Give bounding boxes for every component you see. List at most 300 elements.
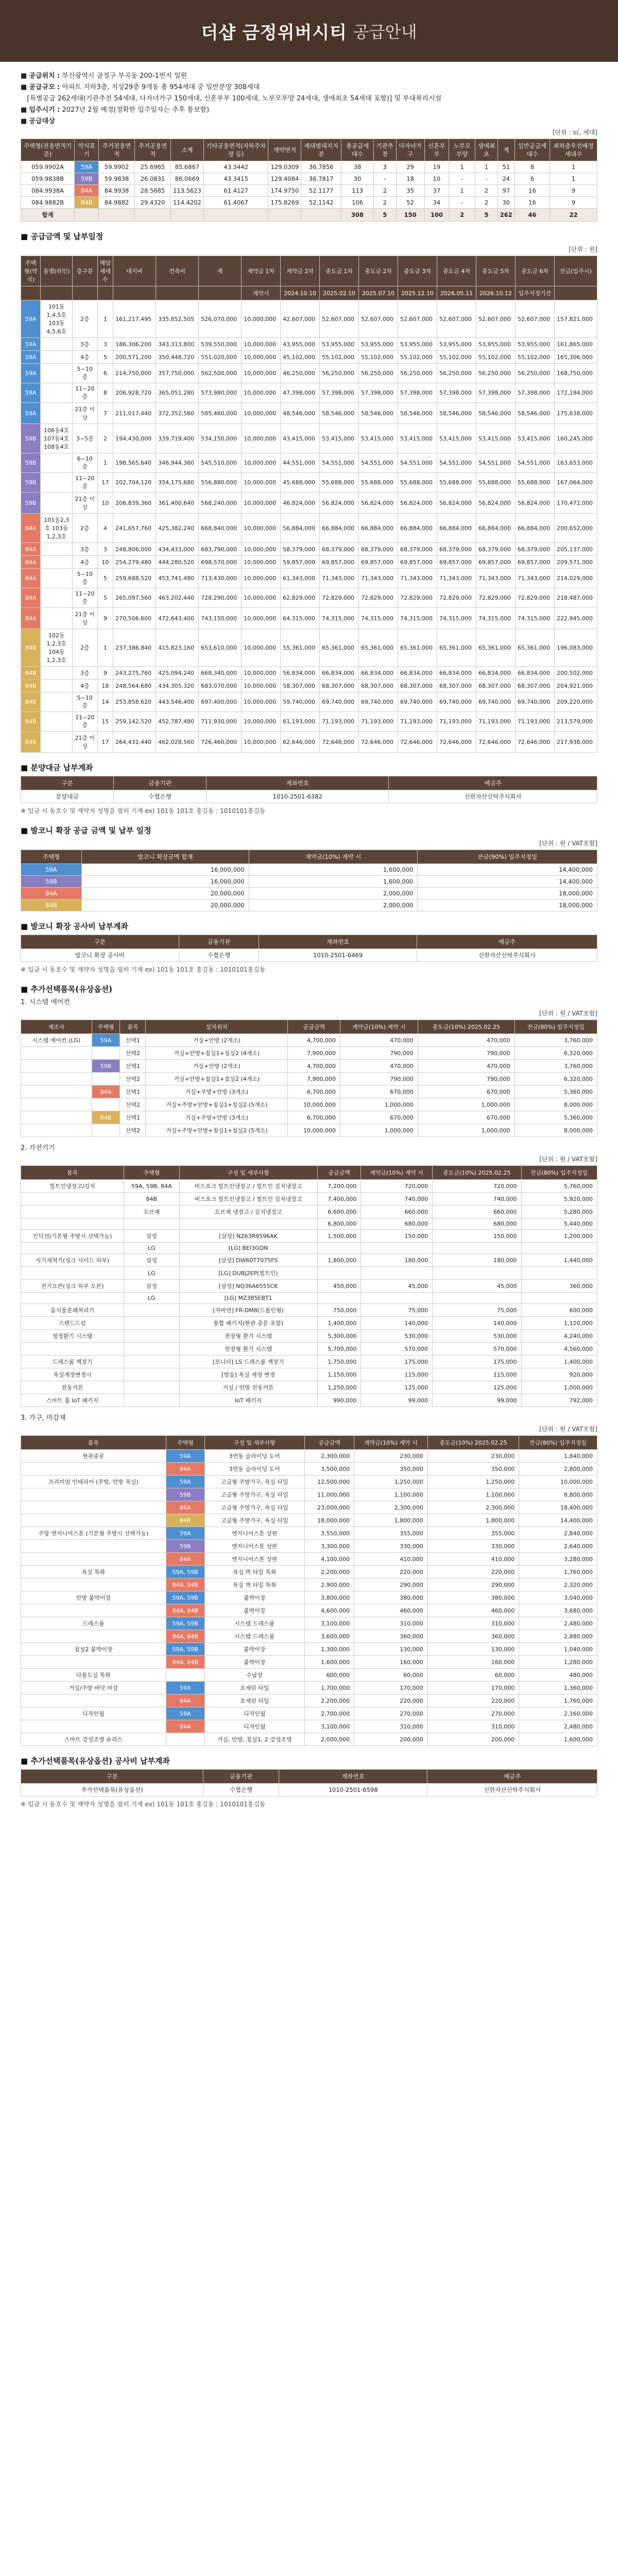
ac-cell: 1,000,000 [340, 1098, 418, 1111]
furniture-cell: 2,300,000 [427, 1501, 519, 1514]
supply-cell: 2 [374, 185, 397, 197]
price-cell: 163,653,000 [554, 453, 597, 473]
price-cell [41, 608, 73, 629]
price-cell: 46,250,000 [281, 364, 320, 383]
price-cell: 56,884,000 [281, 514, 320, 543]
price-cell: 45,688,000 [281, 473, 320, 493]
price-cell: 10,000,000 [242, 383, 281, 403]
price-cell: 53,415,000 [398, 424, 437, 453]
price-cell: 84B [21, 667, 41, 680]
ac-row [21, 1111, 597, 1124]
balcony-cell: 84A [21, 888, 82, 900]
price-cell: 55,688,000 [516, 473, 555, 493]
furniture-cell: 3연동 슬라이딩 도어 [204, 1463, 304, 1476]
price-header-cell: 주택형(약식) [21, 256, 41, 286]
appliance-cell: 1,400,000 [521, 1355, 597, 1368]
ac-cell: 거실+주방+안방+침실1+침실2 (5개소) [146, 1098, 288, 1111]
appliance-cell: 5,280,000 [521, 1206, 597, 1218]
price-cell: 346,944,360 [156, 453, 199, 473]
price-cell: 56,250,000 [359, 364, 398, 383]
ac-cell: 1,000,000 [418, 1098, 514, 1111]
price-cell: 55,361,000 [281, 629, 320, 667]
furniture-cell: 드레스룸 [21, 1617, 166, 1630]
price-cell: 52,607,000 [320, 300, 359, 338]
price-header-cell: 중도금 5차 [476, 256, 516, 286]
appliance-cell: 750,000 [317, 1304, 361, 1317]
appliance-cell: 45,000 [432, 1280, 521, 1293]
price-cell: 55,688,000 [359, 473, 398, 493]
supply-cell: 6 [514, 173, 550, 185]
price-table [21, 256, 597, 753]
furniture-cell: 460,000 [354, 1604, 428, 1617]
price-cell: 186,306,200 [113, 338, 156, 351]
appliance-row [21, 1267, 597, 1280]
appliance-cell: 1,120,000 [521, 1317, 597, 1330]
furniture-row [21, 1540, 597, 1553]
supply-cell: 30 [497, 197, 514, 209]
appliance-cell [432, 1293, 521, 1304]
furniture-row [21, 1553, 597, 1566]
price-cell: 56,824,000 [437, 493, 476, 514]
price-cell: 556,880,000 [199, 473, 242, 493]
ac-cell: 470,000 [340, 1034, 418, 1047]
furniture-row [21, 1514, 597, 1527]
supply-header-cell: 생애최초 [475, 139, 498, 161]
appliance-cell: 1,200,000 [521, 1230, 597, 1243]
supply-cell: 59B [75, 173, 99, 185]
supply-row [21, 197, 597, 209]
appliance-cell [361, 1243, 433, 1254]
furniture-row [21, 1669, 597, 1682]
ac-cell: 선택2 [120, 1124, 146, 1137]
ac-cell [92, 1124, 120, 1137]
price-cell [41, 338, 73, 351]
balcony-cell: 2,000,000 [249, 888, 418, 900]
balcony-header-cell: 주택형 [21, 850, 82, 864]
price-cell: 59A [21, 403, 41, 424]
price-cell: 10,000,000 [242, 473, 281, 493]
furniture-cell: 2,840,000 [519, 1527, 597, 1540]
price-cell: 65,361,000 [476, 629, 516, 667]
furniture-cell: 410,000 [427, 1553, 519, 1566]
appliance-row [21, 1218, 597, 1230]
price-cell: 101동1,4,5호 103동4,5,6호 [41, 300, 73, 338]
price-cell: 54,551,000 [398, 453, 437, 473]
price-header-cell: 중도금 3차 [398, 256, 437, 286]
supply-total-cell [268, 209, 301, 222]
furniture-cell: 84A, 84B [166, 1604, 204, 1617]
furniture-cell: 1,600,000 [519, 1733, 597, 1746]
ac-unit: [단위 : 원 / VAT포함] [539, 1010, 597, 1017]
furniture-cell: 스마트 강성조명 유리스 [21, 1733, 166, 1746]
appliance-cell [179, 1218, 317, 1230]
supply-cell: 86.0669 [170, 173, 203, 185]
furniture-cell: 270,000 [354, 1707, 428, 1720]
furniture-cell: 1,360,000 [519, 1682, 597, 1694]
price-date-spacer [41, 286, 73, 300]
price-cell: 425,094,240 [156, 667, 199, 680]
supply-cell: 59.9838 [99, 173, 135, 185]
ac-cell: 거실+주방+안방 (3개소) [146, 1086, 288, 1098]
ac-cell: 거실+안방 (2개소) [146, 1060, 288, 1073]
furniture-cell [21, 1694, 166, 1707]
price-cell: 53,955,000 [476, 338, 516, 351]
price-cell: 55,688,000 [476, 473, 516, 493]
furniture-cell: 1,600,000 [304, 1656, 354, 1669]
price-cell: 1 [97, 629, 113, 667]
option-account-cell: 추가선택품목(유상옵션) [21, 1784, 203, 1797]
appliance-cell: 720,000 [432, 1180, 521, 1193]
supply-cell: 43.3442 [203, 161, 268, 173]
price-cell: 170,472,000 [554, 493, 597, 514]
appliance-cell: 115,000 [361, 1368, 433, 1381]
price-cell: 259,688,520 [113, 569, 156, 588]
info-location: ■ 공급위치 : 부산광역시 금정구 부곡동 200-1번지 일원 [21, 72, 187, 80]
ac-cell: 거실+안방 (2개소) [146, 1034, 288, 1047]
appliance-cell: 5,300,000 [317, 1330, 361, 1343]
furniture-cell: 160,000 [354, 1656, 428, 1669]
price-cell [41, 543, 73, 556]
price-cell: 54,551,000 [476, 453, 516, 473]
ac-row [21, 1086, 597, 1098]
furniture-cell: 330,000 [427, 1540, 519, 1553]
supply-header-cell: 세대별대지지분 [301, 139, 341, 161]
price-cell [41, 473, 73, 493]
balcony-cell: 59A [21, 864, 82, 876]
ac-header-cell: 잔금(80%) 입주지정일 [514, 1020, 597, 1034]
furniture-cell: 59A [166, 1450, 204, 1463]
appliance-cell: 75,000 [432, 1304, 521, 1317]
ac-cell: 670,000 [340, 1086, 418, 1098]
appliance-header-cell: 품목 [21, 1166, 124, 1180]
furniture-cell: 600,000 [304, 1669, 354, 1682]
furniture-cell: 200,000 [354, 1733, 428, 1746]
furniture-unit: [단위 : 원 / VAT포함] [539, 1426, 597, 1433]
price-cell [41, 732, 73, 753]
price-cell: 71,193,000 [516, 712, 555, 732]
price-cell: 55,102,000 [359, 351, 398, 364]
ac-cell: 선택1 [120, 1034, 146, 1047]
furniture-row [21, 1591, 597, 1604]
furniture-cell: 욕실 벽 타일 특화 [204, 1566, 304, 1579]
ac-cell: 670,000 [418, 1086, 514, 1098]
price-cell: 65,361,000 [359, 629, 398, 667]
furniture-cell [21, 1579, 166, 1591]
supply-table [21, 139, 597, 222]
ac-cell: 670,000 [418, 1111, 514, 1124]
price-cell: 66,834,000 [476, 667, 516, 680]
balcony-row [21, 864, 597, 876]
ac-cell: 790,000 [340, 1047, 418, 1060]
supply-cell: - [475, 173, 498, 185]
price-cell: 59B [21, 424, 41, 453]
price-cell: 5 [97, 588, 113, 608]
furniture-cell: 60,000 [354, 1669, 428, 1682]
price-cell: 10 [97, 556, 113, 569]
price-cell: 10,000,000 [242, 364, 281, 383]
ac-row [21, 1124, 597, 1137]
price-cell: 72,829,000 [476, 588, 516, 608]
appliance-cell: 드레스룸 책장기 [21, 1355, 124, 1368]
appliance-header-cell: 중도금(10%) 2025.02.25 [432, 1166, 521, 1180]
appliance-cell [361, 1293, 433, 1304]
price-cell: 3 [97, 543, 113, 556]
supply-row [21, 161, 597, 173]
price-row [21, 692, 597, 712]
price-cell: 59A [21, 338, 41, 351]
ac-cell: 8,000,000 [514, 1098, 597, 1111]
supply-cell: 36.7817 [301, 173, 341, 185]
price-cell: 3~5층 [72, 424, 97, 453]
price-cell: 59,857,000 [281, 556, 320, 569]
price-cell: 10,000,000 [242, 588, 281, 608]
ac-cell: 470,000 [418, 1060, 514, 1073]
furniture-cell: 1,100,000 [427, 1488, 519, 1501]
price-cell: 14 [97, 692, 113, 712]
furniture-cell: 220,000 [354, 1694, 428, 1707]
furniture-cell: 59A [166, 1476, 204, 1488]
furniture-header-cell: 잔금(80%) 입주지정일 [519, 1436, 597, 1450]
price-cell: 53,955,000 [359, 338, 398, 351]
price-cell: 65,361,000 [437, 629, 476, 667]
appliance-cell: 천장형 환기 시스템 [179, 1343, 317, 1355]
price-header-cell: 중도금 2차 [359, 256, 398, 286]
furniture-cell: 170,000 [354, 1682, 428, 1694]
price-cell: 74,315,000 [359, 608, 398, 629]
furniture-cell: 2,700,000 [304, 1707, 354, 1720]
price-cell: 728,290,000 [199, 588, 242, 608]
option-account-header-cell: 예금주 [427, 1770, 597, 1784]
supply-total-cell: 22 [550, 209, 597, 222]
ac-cell: 선택2 [120, 1098, 146, 1111]
price-cell: 64,315,000 [281, 608, 320, 629]
price-cell: 2층 [72, 629, 97, 667]
ac-cell: 4,700,000 [288, 1060, 340, 1073]
ac-header-cell: 계약금(10%) 계약 시 [340, 1020, 418, 1034]
price-cell: 66,834,000 [359, 667, 398, 680]
supply-unit: [단위 : ㎡, 세대] [552, 129, 597, 136]
furniture-cell: 안방 붙박이장 [21, 1591, 166, 1604]
furniture-cell: 1,800,000 [354, 1514, 428, 1527]
price-cell: 56,824,000 [476, 493, 516, 514]
supply-total-cell: 308 [341, 209, 374, 222]
appliance-cell [124, 1394, 180, 1407]
price-cell: 11~20층 [72, 712, 97, 732]
appliance-cell: [자바연] FR-DM8(드롭인형) [179, 1304, 317, 1317]
price-date-cell: 2026.05.11 [437, 286, 476, 300]
price-cell: 101동2,3호 103동1,2,3호 [41, 514, 73, 543]
ac-row [21, 1034, 597, 1047]
appliance-row [21, 1343, 597, 1355]
price-cell: 361,400,640 [156, 493, 199, 514]
price-cell: 10,000,000 [242, 424, 281, 453]
appliance-cell [432, 1267, 521, 1280]
price-cell: 713,430,000 [199, 569, 242, 588]
option-account-row [21, 1784, 597, 1797]
ac-header-cell: 제조사 [21, 1020, 92, 1034]
price-cell: 69,740,000 [437, 692, 476, 712]
price-cell: 9 [97, 667, 113, 680]
supply-cell: 1 [449, 185, 475, 197]
furniture-cell: 230,000 [354, 1450, 428, 1463]
price-cell: 15 [97, 712, 113, 732]
price-cell: 172,194,000 [554, 383, 597, 403]
appliance-cell: 5,440,000 [521, 1218, 597, 1230]
price-cell: 1 [97, 300, 113, 338]
supply-header-cell: 일반공급세대수 [514, 139, 550, 161]
balcony-row [21, 876, 597, 888]
price-cell: 21층 이상 [72, 493, 97, 514]
account-cell: 분양대금 [21, 790, 114, 803]
appliance-cell: [삼성] DW60T7075FS [179, 1254, 317, 1267]
price-cell: 72,646,000 [437, 732, 476, 753]
price-cell [41, 692, 73, 712]
furniture-cell: 1,840,000 [519, 1450, 597, 1463]
supply-cell: 52 [396, 197, 424, 209]
price-cell: 106동4호 107동4호 108동4호 [41, 424, 73, 453]
furniture-cell: 460,000 [427, 1604, 519, 1617]
price-cell: 69,740,000 [516, 692, 555, 712]
supply-cell: 34 [424, 197, 449, 209]
appliance-cell: 6,600,000 [317, 1206, 361, 1218]
price-date-cell: 2026.10.12 [476, 286, 516, 300]
supply-header-cell: 계약면적 [268, 139, 301, 161]
furniture-row [21, 1527, 597, 1540]
price-row [21, 453, 597, 473]
price-cell: 52,607,000 [398, 300, 437, 338]
supply-cell: 113.5623 [170, 185, 203, 197]
account-header-cell: 예금주 [389, 776, 597, 790]
price-cell: 71,193,000 [398, 712, 437, 732]
appliance-cell: 오브제 [124, 1206, 180, 1218]
supply-total-cell: 262 [497, 209, 514, 222]
price-cell: 161,865,000 [554, 338, 597, 351]
price-cell: 585,460,000 [199, 403, 242, 424]
price-cell: 52,607,000 [476, 300, 516, 338]
ac-row [21, 1073, 597, 1086]
appliance-header-cell: 공급금액 [317, 1166, 361, 1180]
appliance-cell: 175,000 [361, 1355, 433, 1368]
price-row [21, 364, 597, 383]
price-cell: 84B [21, 692, 41, 712]
furniture-cell: 프리미엄 인테리어 (주방, 안방 욕실) [21, 1476, 166, 1488]
furniture-row [21, 1463, 597, 1476]
price-cell [41, 403, 73, 424]
price-cell: 425,382,240 [156, 514, 199, 543]
price-cell: 68,379,000 [320, 543, 359, 556]
appliance-cell [21, 1218, 124, 1230]
appliance-header-cell: 구성 및 세부사항 [179, 1166, 317, 1180]
furniture-cell: 480,000 [519, 1669, 597, 1682]
supply-total-cell: 합계 [21, 209, 75, 222]
price-cell: 57,398,000 [516, 383, 555, 403]
price-row [21, 473, 597, 493]
supply-cell: 3 [374, 161, 397, 173]
info-target: ■ 공급대상 [21, 117, 55, 125]
supply-cell: 52.1142 [301, 197, 341, 209]
price-cell: 74,315,000 [437, 608, 476, 629]
appliance-header-cell: 잔금(80%) 입주지정일 [521, 1166, 597, 1180]
price-cell: 84A [21, 543, 41, 556]
appliance-row [21, 1193, 597, 1206]
appliance-row [21, 1280, 597, 1293]
furniture-cell: 84A [166, 1694, 204, 1707]
appliance-cell [21, 1293, 124, 1304]
price-cell: 526,070,000 [199, 300, 242, 338]
ac-cell: 선택2 [120, 1047, 146, 1060]
furniture-cell: 1,760,000 [519, 1694, 597, 1707]
supply-cell: 174.9750 [268, 185, 301, 197]
appliance-row [21, 1206, 597, 1218]
furniture-cell: 410,000 [354, 1553, 428, 1566]
price-cell: 42,607,000 [281, 300, 320, 338]
appliance-cell [521, 1267, 597, 1280]
price-cell: 66,834,000 [437, 667, 476, 680]
price-cell: 11~20층 [72, 383, 97, 403]
furniture-cell: 1,760,000 [519, 1566, 597, 1579]
price-cell: 55,688,000 [437, 473, 476, 493]
appliance-cell: 150,000 [432, 1230, 521, 1243]
balcony-account-cell: 발코니 확장 공사비 [21, 949, 179, 962]
price-cell: 444,280,520 [156, 556, 199, 569]
supply-cell: 28.5685 [135, 185, 171, 197]
furniture-cell: 360,000 [354, 1630, 428, 1643]
price-date-spacer [21, 286, 41, 300]
furniture-table [21, 1435, 597, 1746]
supply-cell: 30 [341, 173, 374, 185]
supply-cell: 43.3415 [203, 173, 268, 185]
price-cell: 253,858,620 [113, 692, 156, 712]
price-cell: 726,460,000 [199, 732, 242, 753]
appliance-cell: 1,750,000 [317, 1355, 361, 1368]
furniture-header-cell: 주택형 [166, 1436, 204, 1450]
price-cell: 102동1,2,3호 104동1,2,3호 [41, 629, 73, 667]
info-scale: ■ 공급규모 : 아파트 지하3층, 지상29층 9개동 총 954세대 중 일반분양 308세대 [21, 83, 260, 91]
ac-cell [21, 1086, 92, 1098]
furniture-cell: 포세린 타일 [204, 1694, 304, 1707]
price-cell: 3 [97, 338, 113, 351]
price-cell: 56,824,000 [398, 493, 437, 514]
price-cell: 167,064,000 [554, 473, 597, 493]
supply-total-row [21, 209, 597, 222]
appliance-cell: 삼성 [124, 1254, 180, 1267]
price-cell: 71,343,000 [516, 569, 555, 588]
account-header-cell: 구분 [21, 776, 114, 790]
price-cell: 53,415,000 [476, 424, 516, 453]
price-cell: 462,028,560 [156, 732, 199, 753]
price-cell: 4 [97, 514, 113, 543]
price-row [21, 514, 597, 543]
price-cell: 56,250,000 [320, 364, 359, 383]
furniture-cell: 84A [166, 1501, 204, 1514]
ac-header-cell: 공급금액 [288, 1020, 340, 1034]
price-cell: 65,361,000 [320, 629, 359, 667]
price-date-spacer [113, 286, 156, 300]
ac-cell [21, 1060, 92, 1073]
price-cell: 58,546,000 [437, 403, 476, 424]
price-cell: 54,551,000 [516, 453, 555, 473]
price-cell: 66,834,000 [320, 667, 359, 680]
price-cell: 59,740,000 [281, 692, 320, 712]
appliance-cell: 570,000 [361, 1343, 433, 1355]
supply-cell: 84.9882 [99, 197, 135, 209]
appliance-cell: 4,240,000 [521, 1330, 597, 1343]
appliance-cell: 660,000 [361, 1206, 433, 1218]
furniture-cell: 350,000 [427, 1463, 519, 1476]
price-date-spacer [554, 286, 597, 300]
furniture-cell: 59B [166, 1540, 204, 1553]
ac-cell: 거실+안방+침실1+침실2 (4개소) [146, 1047, 288, 1060]
